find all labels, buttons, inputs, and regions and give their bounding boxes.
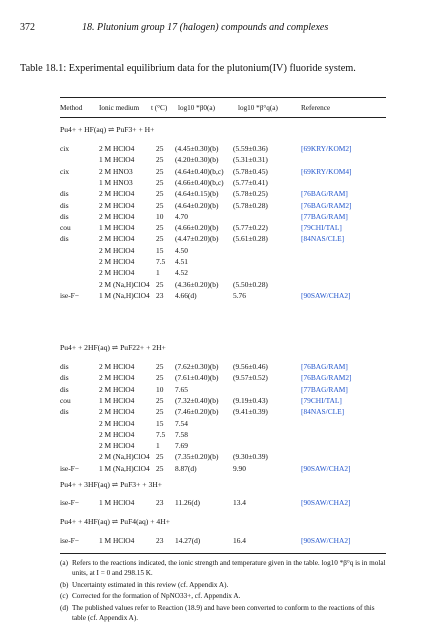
cell-temperature: 25: [156, 200, 164, 210]
footnote-text: Refers to the reactions indicated, the ionic strength and temperature given in the table. log10 *β°q is in molal units, at I = 0 and 298.15 K.: [72, 559, 386, 577]
cell-temperature: 23: [156, 290, 164, 300]
table-row: [0, 419, 448, 430]
table-row: [0, 167, 448, 178]
cell-reference[interactable]: [77BAG/RAM]: [301, 211, 348, 221]
cell-log-beta: (7.61±0.40)(b): [175, 373, 219, 383]
cell-temperature: 7.5: [156, 257, 166, 266]
cell-ionic-medium: 2 M (Na,H)ClO4: [99, 279, 150, 289]
cell-temperature: 10: [156, 384, 164, 394]
cell-method: ise-F−: [60, 463, 79, 473]
footnote-text: The published values refer to Reaction (18.9) and have been converted to conform to the reactions of this table (cf. Appendix A).: [72, 604, 375, 622]
cell-reference[interactable]: [76BAG/RAM]: [301, 362, 348, 371]
col-header-temperature: t (°C): [151, 104, 168, 112]
table-row: [0, 362, 448, 373]
cell-temperature: 23: [156, 536, 164, 545]
table-row: [0, 441, 448, 452]
cell-reference[interactable]: [90SAW/CHA2]: [301, 290, 351, 300]
cell-ionic-medium: 1 M HClO4: [99, 155, 135, 165]
table-row: [0, 246, 448, 257]
cell-method: dis: [60, 384, 69, 394]
cell-log-beta-standard: (5.77±0.22): [233, 223, 268, 233]
cell-temperature: 15: [156, 245, 164, 255]
cell-log-beta-standard: 9.90: [233, 463, 246, 473]
cell-log-beta: 4.50: [175, 245, 188, 255]
cell-ionic-medium: 2 M HClO4: [99, 211, 135, 221]
cell-reference[interactable]: [76BAG/RAM2]: [301, 373, 352, 383]
table-row: [0, 189, 448, 200]
table-row: [0, 201, 448, 212]
cell-ionic-medium: 2 M HClO4: [99, 362, 135, 371]
cell-ionic-medium: 2 M HClO4: [99, 144, 135, 153]
col-header-log-beta-standard: log10 *β°q(a): [238, 104, 278, 112]
cell-log-beta: 7.54: [175, 418, 188, 428]
table-header-rule: [60, 117, 386, 118]
table-row: [0, 234, 448, 245]
cell-ionic-medium: 2 M HClO4: [99, 429, 135, 439]
cell-log-beta: 14.27(d): [175, 536, 201, 545]
cell-temperature: 25: [156, 279, 164, 289]
cell-log-beta-standard: (9.19±0.43): [233, 395, 268, 405]
table-row: [0, 212, 448, 223]
cell-method: dis: [60, 362, 69, 371]
cell-ionic-medium: 2 M HClO4: [99, 407, 135, 417]
cell-ionic-medium: 2 M HClO4: [99, 234, 135, 244]
table-bottom-rule: [60, 553, 386, 554]
cell-temperature: 25: [156, 407, 164, 417]
cell-reference[interactable]: [84NAS/CLE]: [301, 407, 345, 417]
footnote-text: Corrected for the formation of NpNO33+, cf. Appendix A.: [72, 592, 241, 600]
cell-ionic-medium: 2 M HClO4: [99, 373, 135, 383]
cell-temperature: 15: [156, 418, 164, 428]
table-row: [0, 536, 448, 547]
cell-temperature: 25: [156, 452, 164, 462]
table-row: [0, 223, 448, 234]
cell-log-beta: 4.70: [175, 211, 188, 221]
cell-ionic-medium: 1 M HClO4: [99, 536, 135, 545]
cell-method: cix: [60, 166, 70, 176]
cell-ionic-medium: 2 M HClO4: [99, 245, 135, 255]
col-header-method: Method: [60, 104, 83, 112]
cell-log-beta: (4.64±0.15)(b): [175, 189, 219, 199]
cell-method: cou: [60, 395, 71, 405]
cell-log-beta-standard: (5.59±0.36): [233, 144, 268, 153]
table-row: [0, 407, 448, 418]
cell-reference[interactable]: [77BAG/RAM]: [301, 384, 348, 394]
table-row: [0, 178, 448, 189]
cell-method: dis: [60, 200, 69, 210]
cell-ionic-medium: 1 M HClO4: [99, 498, 135, 507]
cell-temperature: 25: [156, 362, 164, 371]
cell-method: cix: [60, 144, 70, 153]
cell-temperature: 25: [156, 155, 164, 165]
cell-ionic-medium: 1 M HClO4: [99, 395, 135, 405]
col-header-reference: Reference: [301, 104, 331, 112]
cell-temperature: 25: [156, 395, 164, 405]
cell-reference[interactable]: [69KRY/KOM2]: [301, 144, 352, 153]
cell-ionic-medium: 2 M (Na,H)ClO4: [99, 452, 150, 462]
reaction-equation: Pu4+ + 4HF(aq) ⇌ PuF4(aq) + 4H+: [60, 517, 170, 526]
cell-ionic-medium: 2 M HClO4: [99, 200, 135, 210]
footnote-mark: (a): [60, 559, 68, 567]
cell-method: ise-F−: [60, 498, 79, 507]
cell-log-beta: (4.66±0.20)(b): [175, 223, 219, 233]
cell-temperature: 25: [156, 234, 164, 244]
cell-log-beta: 4.51: [175, 257, 188, 266]
cell-ionic-medium: 2 M HClO4: [99, 257, 135, 266]
cell-log-beta: 4.66(d): [175, 290, 197, 300]
cell-log-beta-standard: 13.4: [233, 498, 246, 507]
running-title: 18. Plutonium group 17 (halogen) compounds and complexes: [82, 22, 329, 33]
cell-temperature: 23: [156, 498, 164, 507]
table-row: [0, 155, 448, 166]
cell-log-beta: (7.62±0.30)(b): [175, 362, 219, 371]
cell-ionic-medium: 2 M HClO4: [99, 418, 135, 428]
cell-temperature: 25: [156, 463, 164, 473]
table-row: [0, 464, 448, 475]
cell-ionic-medium: 2 M HNO3: [99, 166, 133, 176]
cell-log-beta: (4.47±0.20)(b): [175, 234, 219, 244]
table-row: [0, 280, 448, 291]
cell-temperature: 1: [156, 268, 160, 278]
footnote-mark: (c): [60, 592, 68, 600]
cell-method: ise-F−: [60, 290, 79, 300]
reaction-equation: Pu4+ + HF(aq) ⇌ PuF3+ + H+: [60, 125, 155, 134]
table-caption: Table 18.1: Experimental equilibrium data for the plutonium(IV) fluoride system.: [20, 63, 356, 74]
cell-ionic-medium: 2 M HClO4: [99, 384, 135, 394]
cell-temperature: 7.5: [156, 429, 166, 439]
cell-log-beta: 7.69: [175, 441, 188, 451]
cell-log-beta: (4.45±0.30)(b): [175, 144, 219, 153]
cell-log-beta: (4.64±0.40)(b,c): [175, 166, 224, 176]
cell-log-beta-standard: (5.78±0.28): [233, 200, 268, 210]
col-header-ionic-medium: Ionic medium: [99, 104, 140, 112]
cell-ionic-medium: 1 M HClO4: [99, 223, 135, 233]
cell-reference[interactable]: [76BAG/RAM2]: [301, 200, 352, 210]
cell-log-beta-standard: (5.61±0.28): [233, 234, 268, 244]
table-row: [0, 268, 448, 279]
cell-log-beta: (7.46±0.20)(b): [175, 407, 219, 417]
table-row: [0, 498, 448, 509]
table-row: [0, 257, 448, 268]
cell-log-beta-standard: 16.4: [233, 536, 246, 545]
cell-log-beta-standard: (9.57±0.52): [233, 373, 268, 383]
cell-reference[interactable]: [90SAW/CHA2]: [301, 463, 351, 473]
table-row: [0, 385, 448, 396]
cell-log-beta-standard: (5.78±0.25): [233, 189, 268, 199]
cell-temperature: 25: [156, 144, 164, 153]
cell-log-beta-standard: (9.56±0.46): [233, 362, 268, 371]
cell-reference[interactable]: [79CHI/TAL]: [301, 395, 342, 405]
table-row: [0, 373, 448, 384]
cell-log-beta: (4.66±0.40)(b,c): [175, 177, 224, 187]
footnote-mark: (b): [60, 581, 69, 589]
cell-temperature: 25: [156, 373, 164, 383]
cell-temperature: 25: [156, 177, 164, 187]
footnote-mark: (d): [60, 604, 69, 612]
cell-reference[interactable]: [90SAW/CHA2]: [301, 498, 351, 507]
cell-log-beta: (4.20±0.30)(b): [175, 155, 219, 165]
cell-ionic-medium: 2 M HClO4: [99, 441, 135, 451]
cell-method: cou: [60, 223, 71, 233]
cell-temperature: 25: [156, 223, 164, 233]
cell-temperature: 1: [156, 441, 160, 451]
footnote-text: Uncertainty estimated in this review (cf. Appendix A).: [72, 581, 229, 589]
cell-temperature: 25: [156, 189, 164, 199]
page-number: 372: [20, 22, 35, 33]
cell-log-beta: (4.64±0.20)(b): [175, 200, 219, 210]
cell-log-beta-standard: (5.31±0.31): [233, 155, 268, 165]
col-header-log-beta: log10 *β0(a): [178, 104, 215, 112]
table-row: [0, 452, 448, 463]
cell-log-beta: (4.36±0.20)(b): [175, 279, 219, 289]
cell-ionic-medium: 2 M HClO4: [99, 189, 135, 199]
cell-log-beta: 4.52: [175, 268, 188, 278]
table-row: [0, 430, 448, 441]
cell-method: dis: [60, 211, 69, 221]
table-row: [0, 144, 448, 155]
cell-log-beta-standard: (5.50±0.28): [233, 279, 268, 289]
table-row: [0, 291, 448, 302]
table-top-rule: [60, 97, 386, 98]
cell-method: dis: [60, 234, 69, 244]
cell-log-beta: 11.26(d): [175, 498, 200, 507]
cell-temperature: 25: [156, 166, 164, 176]
cell-method: dis: [60, 407, 69, 417]
reaction-equation: Pu4+ + 3HF(aq) ⇌ PuF3+ + 3H+: [60, 480, 163, 489]
cell-log-beta: (7.32±0.40)(b): [175, 395, 219, 405]
cell-method: dis: [60, 189, 69, 199]
cell-log-beta: 7.58: [175, 429, 188, 439]
cell-log-beta-standard: (5.78±0.45): [233, 166, 268, 176]
reaction-equation: Pu4+ + 2HF(aq) ⇌ PuF22+ + 2H+: [60, 343, 166, 352]
cell-reference[interactable]: [90SAW/CHA2]: [301, 536, 351, 545]
cell-reference[interactable]: [84NAS/CLE]: [301, 234, 345, 244]
cell-ionic-medium: 1 M (Na,H)ClO4: [99, 290, 150, 300]
cell-temperature: 10: [156, 211, 164, 221]
cell-log-beta: (7.35±0.20)(b): [175, 452, 219, 462]
cell-ionic-medium: 1 M (Na,H)ClO4: [99, 463, 150, 473]
cell-log-beta: 8.87(d): [175, 463, 197, 473]
cell-log-beta-standard: 5.76: [233, 290, 246, 300]
cell-log-beta-standard: (9.41±0.39): [233, 407, 268, 417]
cell-log-beta: 7.65: [175, 384, 188, 394]
cell-log-beta-standard: (5.77±0.41): [233, 177, 268, 187]
cell-method: dis: [60, 373, 69, 383]
cell-method: ise-F−: [60, 536, 79, 545]
cell-log-beta-standard: (9.30±0.39): [233, 452, 268, 462]
cell-ionic-medium: 2 M HClO4: [99, 268, 135, 278]
table-row: [0, 396, 448, 407]
cell-ionic-medium: 1 M HNO3: [99, 177, 133, 187]
cell-reference[interactable]: [69KRY/KOM4]: [301, 166, 352, 176]
cell-reference[interactable]: [76BAG/RAM]: [301, 189, 348, 199]
cell-reference[interactable]: [79CHI/TAL]: [301, 223, 342, 233]
